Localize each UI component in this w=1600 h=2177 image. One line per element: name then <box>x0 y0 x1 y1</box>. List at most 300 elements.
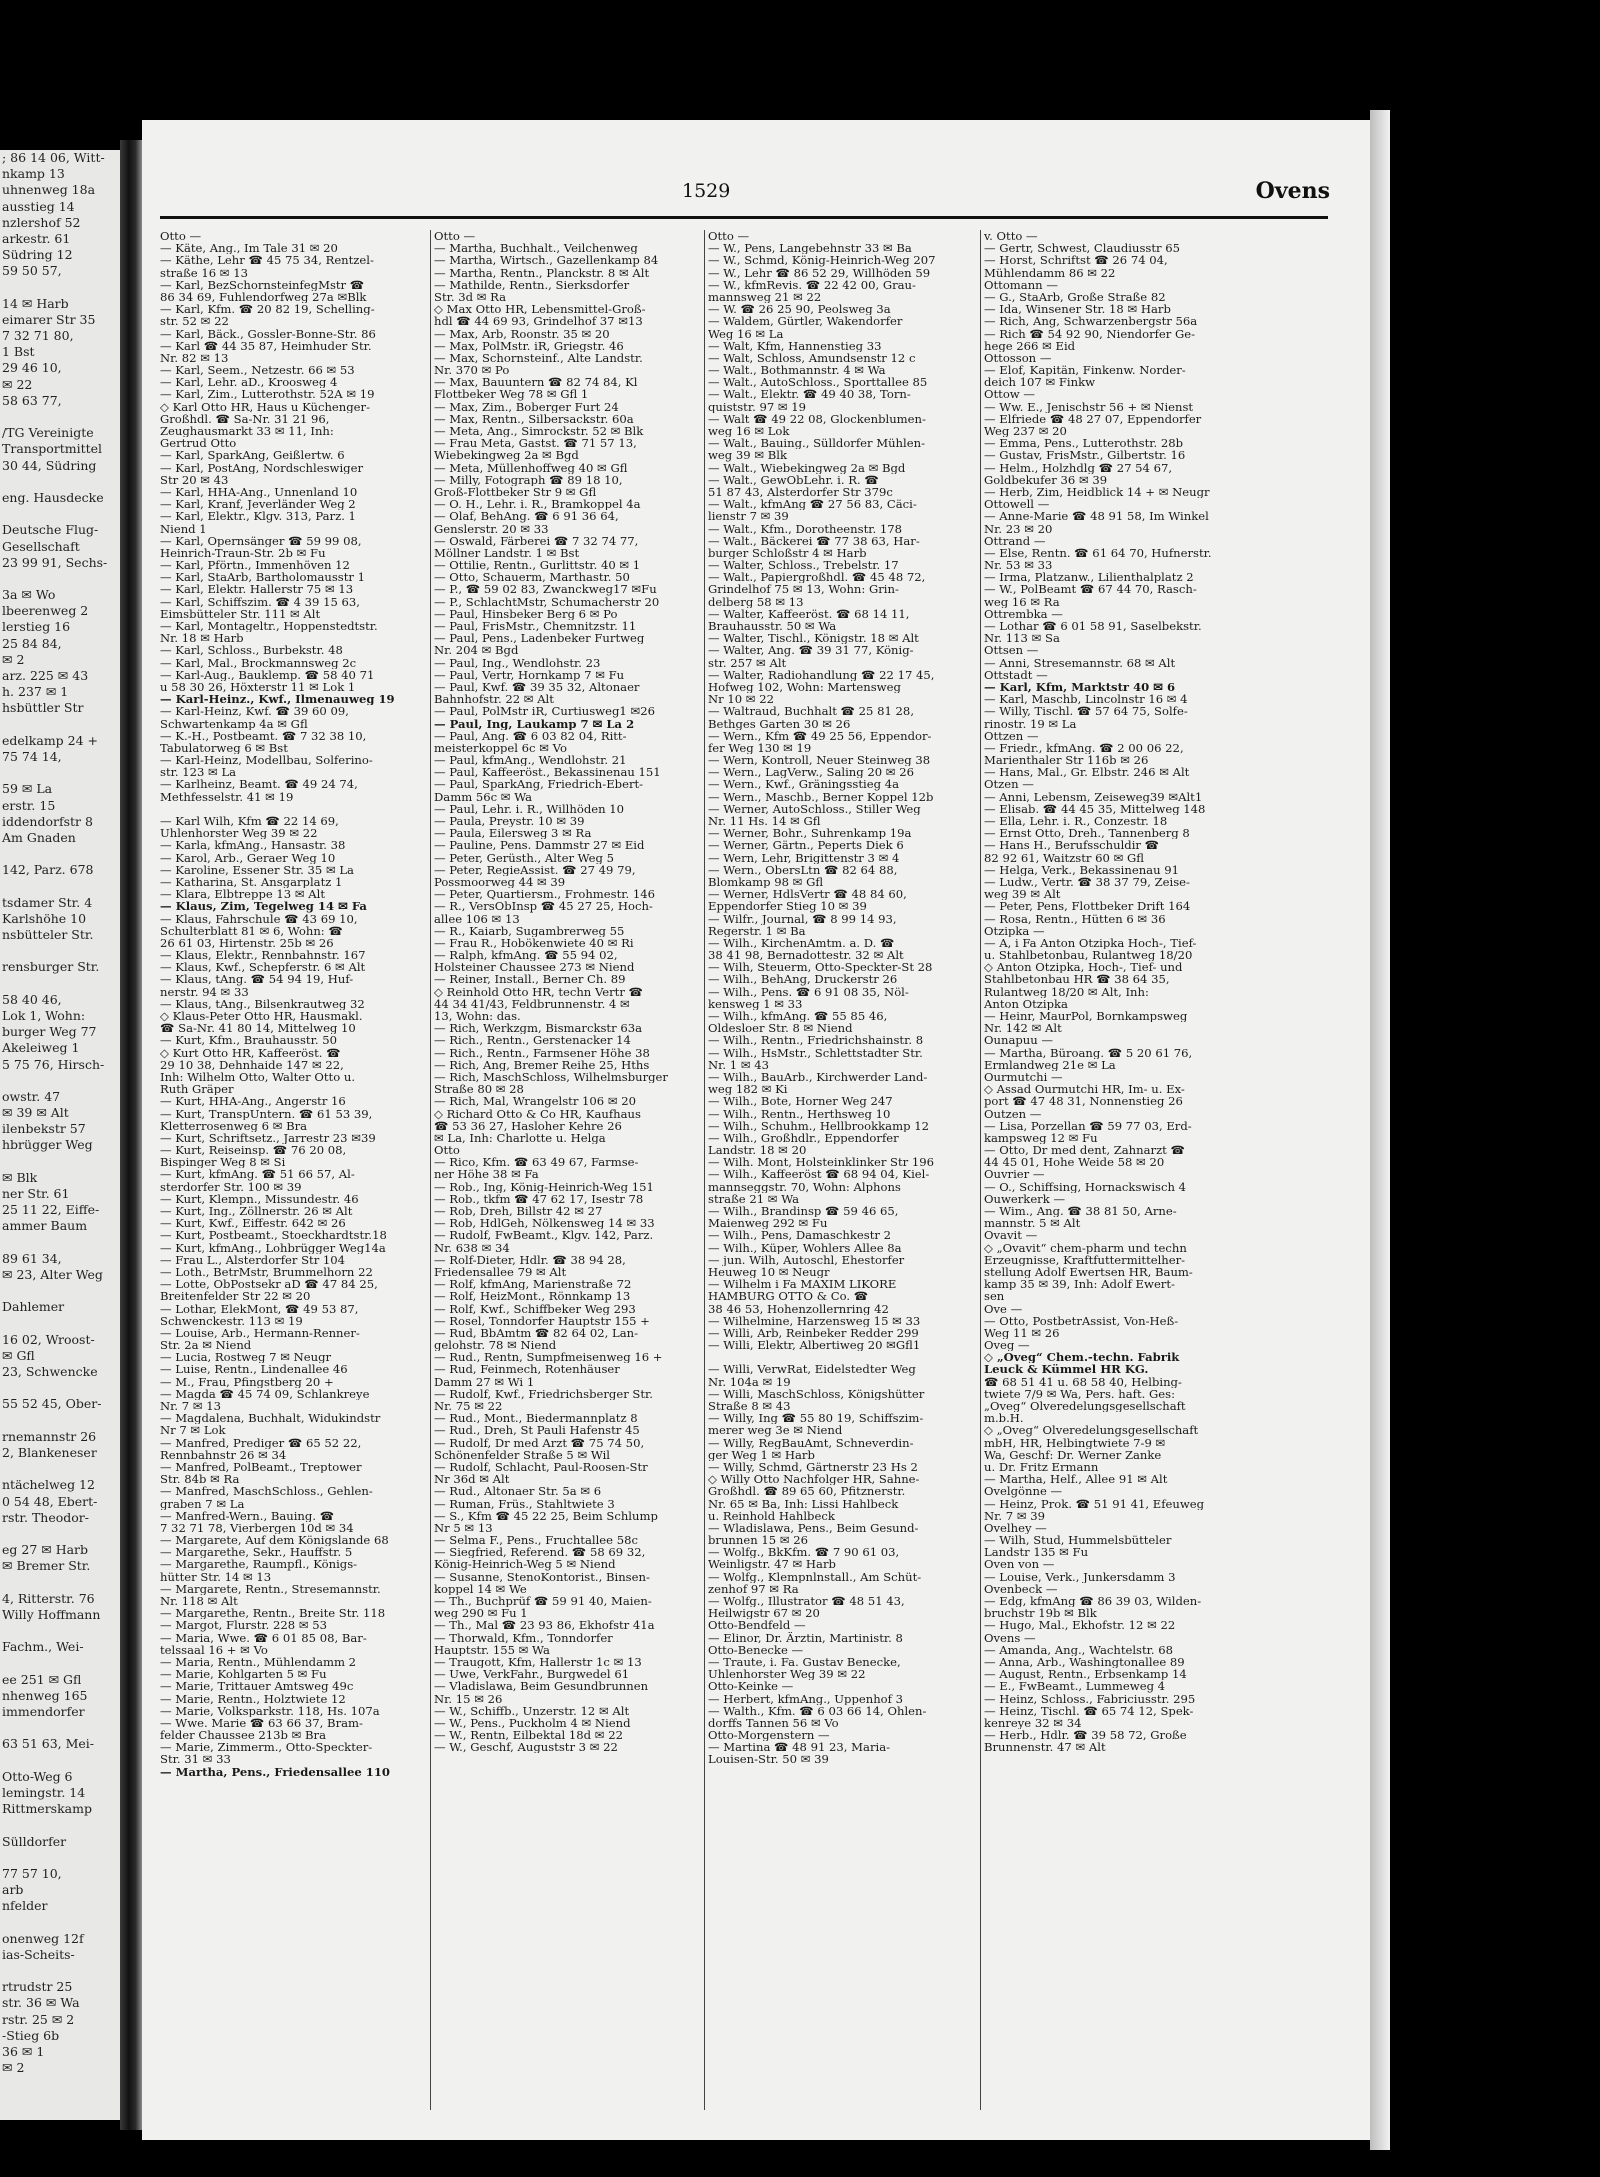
left-page-line: Lok 1, Wohn: <box>2 1007 86 1023</box>
directory-entry-line: — Luise, Rentn., Lindenallee 46 <box>160 1363 348 1376</box>
directory-entry-line: — Karl, PostAng, Nordschleswiger <box>160 461 363 474</box>
directory-entry-line: — Ludw., Vertr. ☎ 38 37 79, Zeise- <box>984 875 1190 889</box>
directory-entry-line: — Walter, Tischl., Königstr. 18 ✉ Alt <box>708 632 919 645</box>
directory-entry-line: — Lotte, ObPostsekr aD ☎ 47 84 25, <box>160 1278 378 1291</box>
column-1 <box>160 230 430 2110</box>
directory-entry-line: Str. 84b ✉ Ra <box>160 1473 240 1486</box>
directory-entry-line: — Rudolf, FwBeamt., Klgv. 142, Parz. <box>434 1229 654 1242</box>
directory-entry-line: — Klara, Elbtreppe 13 ✉ Alt <box>160 888 326 901</box>
directory-entry-line: Ottstadt — <box>984 668 1048 681</box>
directory-entry-line: — Ida, Winsener Str. 18 ✉ Harb <box>984 303 1171 316</box>
directory-entry-line: — Käte, Ang., Im Tale 31 ✉ 20 <box>160 242 338 255</box>
directory-entry-line: — Marie, Rentn., Holztwiete 12 <box>160 1692 346 1705</box>
left-page-line: edelkamp 24 + <box>2 732 99 748</box>
directory-entry-line: weg 16 ✉ Ra <box>984 595 1060 608</box>
directory-entry-line: — Gertr, Schwest, Claudiusstr 65 <box>984 242 1181 255</box>
directory-entry-line: — Paul, Vertr, Hornkamp 7 ✉ Fu <box>434 668 625 681</box>
directory-entry-line: — Thorwald, Kfm., Tonndorfer <box>434 1631 613 1644</box>
directory-entry-line: ☎ 68 51 41 u. 68 58 40, Helbing- <box>984 1375 1182 1388</box>
directory-entry-line: bruchstr 19b ✉ Blk <box>984 1607 1097 1620</box>
directory-entry-line: — Willi, VerwRat, Eidelstedter Weg <box>708 1363 916 1376</box>
directory-entry-line: — S., Kfm ☎ 45 22 25, Beim Schlump <box>434 1509 658 1522</box>
directory-entry-line: — Rob, HdlGeh, Nölkensweg 14 ✉ 33 <box>434 1217 655 1230</box>
directory-entry-line: — Karl, Zim., Lutterothstr. 52A ✉ 19 <box>160 388 375 401</box>
directory-entry-line: — Ralph, kfmAng. ☎ 55 94 02, <box>434 949 618 962</box>
left-page-line: 75 74 14, <box>2 748 62 764</box>
directory-entry-line: König-Heinrich-Weg 5 ✉ Niend <box>434 1558 616 1571</box>
directory-entry-line: — Margot, Flurstr. 228 ✉ 53 <box>160 1619 328 1632</box>
directory-entry-line: — Kurt, Ing., Zöllnerstr. 26 ✉ Alt <box>160 1205 353 1218</box>
directory-entry-line: — Werner, HdlsVertr ☎ 48 84 60, <box>708 888 907 901</box>
directory-entry-line: — Rud., Mont., Biedermannplatz 8 <box>434 1412 638 1425</box>
directory-entry-line: — Paul, FrisMstr., Chemnitzstr. 11 <box>434 620 637 633</box>
directory-entry-line: — Marie, Zimmerm., Otto-Speckter- <box>160 1741 373 1754</box>
directory-entry-line: Eimsbütteler Str. 111 ✉ Alt <box>160 607 321 620</box>
header-rule <box>160 216 1328 219</box>
directory-entry-line: — Else, Rentn. ☎ 61 64 70, Hufnerstr. <box>984 546 1212 560</box>
directory-entry-line: Bahnhofstr. 22 ✉ Alt <box>434 693 554 706</box>
directory-entry-line: nerstr. 94 ✉ 33 <box>160 985 249 998</box>
directory-entry-line: — Rich., Rentn., Gerstenacker 14 <box>434 1034 631 1047</box>
directory-entry-line: — Margarete, Rentn., Stresemannstr. <box>160 1582 381 1595</box>
directory-entry-line: — Walt., Bothmannstr. 4 ✉ Wa <box>708 364 886 377</box>
left-page-line: Transportmittel <box>2 441 103 457</box>
directory-entry-line: — Kurt, kfmAng., Lohbrügger Weg14a <box>160 1241 386 1254</box>
directory-entry-line: — Kurt, TranspUntern. ☎ 61 53 39, <box>160 1107 373 1120</box>
directory-entry-line: — Wilh., Küper, Wohlers Allee 8a <box>708 1241 902 1254</box>
directory-entry-line: — Helga, Verk., Bekassinenau 91 <box>984 863 1179 876</box>
directory-entry-line: — Wolfg., Illustrator ☎ 48 51 43, <box>708 1595 905 1608</box>
directory-entry-line: — Martha, Büroang. ☎ 5 20 61 76, <box>984 1046 1193 1059</box>
left-page-line: 2, Blankeneser <box>2 1445 97 1460</box>
directory-entry-line: — Vladislawa, Beim Gesundbrunnen <box>434 1680 649 1693</box>
directory-entry-line: meisterkoppel 6c ✉ Vo <box>434 741 567 755</box>
directory-entry-line: Regerstr. 1 ✉ Ba <box>708 924 806 937</box>
left-page-line: 23 99 91, Sechs- <box>2 554 108 570</box>
directory-entry-line: kensweg 1 ✉ 33 <box>708 997 803 1010</box>
directory-entry-line: Brauhausstr. 50 ✉ Wa <box>708 620 837 633</box>
left-page-line <box>0 1413 120 1429</box>
directory-entry-line: quiststr. 97 ✉ 19 <box>708 400 807 413</box>
directory-entry-line: Weg 11 ✉ 26 <box>984 1326 1060 1340</box>
directory-entry-line: Möllner Landstr. 1 ✉ Bst <box>434 546 580 560</box>
directory-entry-line: — Rolf, HeizMont., Rönnkamp 13 <box>434 1290 631 1303</box>
directory-entry-line: — Karl, StaArb, Bartholomausstr 1 <box>160 571 365 584</box>
left-page-line: onenweg 12f <box>2 1930 84 1946</box>
directory-entry-line: — Wilh., Brandinsp ☎ 59 46 65, <box>708 1205 899 1218</box>
left-page-line: Südring 12 <box>2 247 73 263</box>
directory-entry-line: Ruth Gräper <box>160 1083 234 1096</box>
directory-entry-line: Zeughausmarkt 33 ✉ 11, Inh: <box>160 425 334 438</box>
left-page-line: 36 ✉ 1 <box>2 2043 45 2059</box>
left-page-line: ✉ 23, Alter Weg <box>2 1266 103 1282</box>
directory-entry-line: — Kurt, Klempn., Missundestr. 46 <box>160 1192 359 1205</box>
directory-entry-line: — Klaus, Zim, Tegelweg 14 ✉ Fa <box>160 900 367 913</box>
directory-entry-line: — Walter, Schloss., Trebelstr. 17 <box>708 559 899 572</box>
directory-entry-line: — Louise, Verk., Junkersdamm 3 <box>984 1570 1176 1583</box>
directory-entry-line: Bispinger Weg 8 ✉ Si <box>160 1156 286 1169</box>
directory-entry-line: weg 290 ✉ Fu 1 <box>434 1607 528 1620</box>
directory-entry-line: zenhof 97 ✉ Ra <box>708 1582 799 1595</box>
directory-entry-line: — Wolfg., Klempnlnstall., Am Schüt- <box>708 1570 922 1583</box>
directory-entry-line: — Otto, PostbetrAssist, Von-Heß- <box>984 1314 1179 1327</box>
directory-entry-line: Ovens — <box>984 1631 1036 1644</box>
directory-entry-line: — Magdalena, Buchhalt, Widukindstr <box>160 1412 381 1425</box>
directory-entry-line: mannstr. 5 ✉ Alt <box>984 1217 1081 1230</box>
left-page-line: lemingstr. 14 <box>2 1784 86 1800</box>
directory-entry-line: — Elinor, Dr. Ärztin, Martinistr. 8 <box>708 1631 903 1644</box>
directory-entry-line: Otto-Benecke — <box>708 1643 804 1656</box>
directory-entry-line: — Pauline, Pens. Dammstr 27 ✉ Eid <box>434 839 645 852</box>
directory-entry-line: Nr. 65 ✉ Ba, Inh: Lissi Hahlbeck <box>708 1497 899 1510</box>
directory-entry-line: Hauptstr. 155 ✉ Wa <box>434 1643 550 1656</box>
directory-entry-line: Ottrembka — <box>984 607 1063 620</box>
directory-entry-line: Genslerstr. 20 ✉ 33 <box>434 522 549 535</box>
directory-entry-line: — Karl, Kranf, Jeverländer Weg 2 <box>160 498 356 511</box>
directory-entry-line: — Willi, MaschSchloss, Königshütter <box>708 1387 925 1400</box>
directory-entry-line: — Werner, Bohr., Suhrenkamp 19a <box>708 827 912 840</box>
directory-entry-line: ner Höhe 38 ✉ Fa <box>434 1168 539 1181</box>
directory-entry-line: Weinligstr. 47 ✉ Harb <box>708 1558 836 1571</box>
directory-entry-line: — Ruman, Früs., Stahltwiete 3 <box>434 1497 615 1510</box>
directory-entry-line: — Frau R., Hobökenwiete 40 ✉ Ri <box>434 936 634 950</box>
left-page-line: ✉ Blk <box>2 1169 38 1185</box>
directory-entry-line: — Lothar ☎ 6 01 58 91, Saselbekstr. <box>984 620 1202 633</box>
directory-entry-line: — Paul, Ing., Wendlohstr. 23 <box>434 656 601 669</box>
left-page-line <box>0 280 120 296</box>
directory-entry-line: — Karl, Pförtn., Immenhöven 12 <box>160 559 350 572</box>
directory-entry-line: — Karl, Elektr., Klgv. 313, Parz. 1 <box>160 510 356 523</box>
directory-entry-line: Oldesloer Str. 8 ✉ Niend <box>708 1022 853 1035</box>
directory-entry-line: — Manfred, PolBeamt., Treptower <box>160 1460 362 1474</box>
directory-entry-line: — Wilh., KirchenAmtm. a. D. ☎ <box>708 936 895 950</box>
left-page-line: hbrügger Weg <box>2 1137 93 1153</box>
directory-entry-line: hütter Str. 14 ✉ 13 <box>160 1570 272 1583</box>
left-page-line: arz. 225 ✉ 43 <box>2 668 89 683</box>
directory-entry-line: — Karl-Heinz., Kwf., Ilmenauweg 19 <box>160 693 395 706</box>
directory-entry-line: — Rud., Altonaer Str. 5a ✉ 6 <box>434 1485 602 1498</box>
left-page-line: ; 86 14 06, Witt- <box>2 150 105 165</box>
directory-entry-line: — Heinr, MaurPol, Bornkampsweg <box>984 1010 1188 1023</box>
left-page-line: ✉ 2 <box>2 2060 25 2076</box>
directory-entry-line: ✉ La, Inh: Charlotte u. Helga <box>434 1131 606 1145</box>
directory-entry-line: — Wilh., kfmAng. ☎ 55 85 46, <box>708 1010 888 1023</box>
directory-entry-line: — Walt., Kfm., Dorotheenstr. 178 <box>708 522 903 535</box>
directory-entry-line: — Martina ☎ 48 91 23, Maria- <box>708 1741 891 1754</box>
directory-entry-line: — Herb, Zim, Heidblick 14 + ✉ Neugr <box>984 485 1210 499</box>
directory-entry-line: — Elof, Kapitän, Finkenw. Norder- <box>984 364 1186 377</box>
directory-entry-line: — Martha, Pens., Friedensallee 110 <box>160 1765 390 1778</box>
directory-entry-line: Heilwigstr 67 ✉ 20 <box>708 1607 820 1620</box>
directory-entry-line: str. 257 ✉ Alt <box>708 656 787 669</box>
directory-entry-line: — Rosel, Tonndorfer Hauptstr 155 + <box>434 1314 650 1327</box>
column-2 <box>434 230 704 2110</box>
directory-entry-line: — Ww. E., Jenischstr 56 + ✉ Nienst <box>984 400 1194 413</box>
directory-entry-line: — R., Kaiarb, Sugambrerweg 55 <box>434 924 625 937</box>
directory-entry-line: Nr. 7 ✉ 13 <box>160 1400 221 1413</box>
directory-entry-line: — Karl-Heinz, Modellbau, Solferino- <box>160 754 373 767</box>
directory-entry-line: — Wim., Ang. ☎ 38 81 50, Arne- <box>984 1205 1177 1218</box>
directory-entry-line: — Edg, kfmAng ☎ 86 39 03, Wilden- <box>984 1595 1202 1608</box>
left-page-line: 3a ✉ Wo <box>2 587 56 603</box>
directory-entry-line: Possmoorweg 44 ✉ 39 <box>434 875 566 889</box>
directory-entry-line: — Walt., Elektr. ☎ 49 40 38, Torn- <box>708 388 911 401</box>
directory-entry-line: Oveg — <box>984 1339 1030 1352</box>
directory-entry-line: Otto <box>434 1144 460 1157</box>
directory-entry-line: u. Reinhold Hahlbeck <box>708 1509 835 1522</box>
directory-entry-line: Otto-Bendfeld — <box>708 1619 806 1632</box>
directory-entry-line: — Wilhelmine, Harzensweg 15 ✉ 33 <box>708 1314 921 1327</box>
directory-entry-line: Gertrud Otto <box>160 437 237 450</box>
directory-entry-line: „Oveg“ Olveredelungsgesellschaft <box>984 1400 1186 1413</box>
directory-entry-line: — Max, Arb, Roonstr. 35 ✉ 20 <box>434 327 610 340</box>
directory-entry-line: Outzen — <box>984 1107 1042 1120</box>
directory-entry-line: Nr. 1 ✉ 43 <box>708 1058 769 1071</box>
directory-entry-line: Louisen-Str. 50 ✉ 39 <box>708 1753 829 1766</box>
directory-entry-line: Ottow — <box>984 388 1036 401</box>
left-page-line: 29 46 10, <box>2 360 62 376</box>
directory-entry-line: — Rolf-Dieter, Hdlr. ☎ 38 94 28, <box>434 1253 626 1266</box>
directory-entry-line: Flottbeker Weg 78 ✉ Gfl 1 <box>434 388 589 401</box>
directory-entry-line: — Walt., AutoSchloss., Sporttallee 85 <box>708 376 928 389</box>
directory-entry-line: — Frau Meta, Gastst. ☎ 71 57 13, <box>434 437 637 450</box>
left-page-line: 25 84 84, <box>2 635 62 651</box>
directory-entry-line: — Wilh, Stud, Hummelsbütteler <box>984 1534 1172 1547</box>
directory-entry-line: — Waltraud, Buchhalt ☎ 25 81 28, <box>708 705 914 718</box>
directory-entry-line: straße 16 ✉ 13 <box>160 266 248 279</box>
directory-entry-line: 7 32 71 78, Vierbergen 10d ✉ 34 <box>160 1521 354 1535</box>
directory-entry-line: — Rolf, kfmAng, Marienstraße 72 <box>434 1278 632 1291</box>
directory-entry-line: 82 92 61, Waitzstr 60 ✉ Gfl <box>984 851 1144 864</box>
left-page-line <box>0 1154 120 1170</box>
directory-entry-line: — Friedr., kfmAng. ☎ 2 00 06 22, <box>984 741 1184 755</box>
directory-entry-line: ◇ Kurt Otto HR, Kaffeeröst. ☎ <box>160 1046 341 1059</box>
directory-entry-line: — Ella, Lehr. i. R., Conzestr. 18 <box>984 815 1168 828</box>
directory-entry-line: delberg 58 ✉ 13 <box>708 595 804 608</box>
directory-entry-line: Nr. 370 ✉ Po <box>434 364 510 377</box>
directory-entry-line: Maienweg 292 ✉ Fu <box>708 1217 828 1230</box>
left-page-line: rstr. Theodor- <box>2 1509 89 1525</box>
directory-entry-line: — Oswald, Färberei ☎ 7 32 74 77, <box>434 534 639 547</box>
directory-entry-line: ◇ Anton Otzipka, Hoch-, Tief- und <box>984 961 1183 974</box>
left-page-line: iddendorfstr 8 <box>2 813 93 829</box>
directory-entry-line: — Klaus, Fahrschule ☎ 43 69 10, <box>160 912 358 925</box>
left-page-line: ee 251 ✉ Gfl <box>2 1671 82 1687</box>
directory-entry-line: — W. ☎ 26 25 90, Peolsweg 3a <box>708 303 891 316</box>
left-page-line: 77 57 10, <box>2 1865 62 1881</box>
directory-entry-line: Ovelhey — <box>984 1521 1047 1535</box>
directory-entry-line: Breitenfelder Str 22 ✉ 20 <box>160 1290 311 1303</box>
left-page-line: 58 40 46, <box>2 991 62 1007</box>
directory-entry-line: Nr 7 ✉ Lok <box>160 1424 226 1437</box>
left-page-line: Otto-Weg 6 <box>2 1768 73 1784</box>
left-page-line <box>0 571 120 587</box>
left-page-line: ✉ 39 ✉ Alt <box>2 1105 69 1121</box>
directory-entry-line: — Paul, Ang. ☎ 6 03 82 04, Ritt- <box>434 729 627 742</box>
directory-entry-line: — Karl-Heinz, Kwf. ☎ 39 60 09, <box>160 705 349 718</box>
directory-entry-line: — Meta, Ang., Simrockstr. 52 ✉ Blk <box>434 425 644 438</box>
directory-entry-line: Ottzen — <box>984 729 1039 742</box>
directory-entry-line: — Rud, Feinmech, Rotenhäuser <box>434 1363 620 1376</box>
directory-entry-line: — Wilh., Rentn., Friedrichshainstr. 8 <box>708 1034 924 1047</box>
left-page-line: 0 54 48, Ebert- <box>2 1493 98 1509</box>
directory-entry-line: Otzen — <box>984 778 1034 791</box>
directory-entry-line: — Wern., LagVerw., Saling 20 ✉ 26 <box>708 766 914 779</box>
left-page-line: immendorfer <box>2 1704 85 1719</box>
left-page-line <box>0 1753 120 1769</box>
left-page-line <box>0 1914 120 1930</box>
directory-entry-line: ◇ „Oveg“ Olveredelungsgesellschaft <box>984 1424 1199 1437</box>
directory-entry-line: Nr 10 ✉ 22 <box>708 693 774 706</box>
directory-entry-line: u. Dr. Fritz Ermann <box>984 1460 1099 1474</box>
directory-entry-line: Otto — <box>160 230 202 243</box>
directory-entry-line: — P., ☎ 59 02 83, Zwanckweg17 ✉Fu <box>434 583 657 596</box>
directory-entry-line: Ourmutchi — <box>984 1070 1063 1084</box>
directory-entry-line: Ottsen — <box>984 644 1039 657</box>
directory-entry-line: Bethges Garten 30 ✉ 26 <box>708 717 851 730</box>
directory-entry-line: — Karla, kfmAng., Hansastr. 38 <box>160 839 346 852</box>
directory-entry-line: Mühlendamm 86 ✉ 22 <box>984 266 1116 279</box>
directory-entry-line: — Wilh., HsMstr., Schlettstadter Str. <box>708 1046 923 1059</box>
directory-entry-line: — W., PolBeamt ☎ 67 44 70, Rasch- <box>984 583 1197 596</box>
directory-entry-line: — Wern, Kontroll, Neuer Steinweg 38 <box>708 754 931 767</box>
left-page-line: nkamp 13 <box>2 166 65 182</box>
directory-entry-line: — Werner, Gärtn., Peperts Diek 6 <box>708 839 904 852</box>
directory-entry-line: Nr. 11 Hs. 14 ✉ Gfl <box>708 815 821 828</box>
left-page-line: ausstieg 14 <box>2 198 75 214</box>
directory-entry-line: weg 16 ✉ Lok <box>708 425 790 438</box>
directory-entry-line: port ☎ 47 48 31, Nonnenstieg 26 <box>984 1095 1183 1108</box>
directory-entry-line: ☎ Sa-Nr. 41 80 14, Mittelweg 10 <box>160 1022 356 1035</box>
left-page-line <box>0 409 120 425</box>
directory-entry-line: — August, Rentn., Erbsenkamp 14 <box>984 1668 1187 1681</box>
left-page-line <box>0 1526 120 1542</box>
column-divider <box>704 230 705 2110</box>
left-page-line: lerstieg 16 <box>2 619 71 635</box>
left-page-line: nfelder <box>2 1898 48 1914</box>
left-page-line <box>0 1850 120 1866</box>
directory-entry-line: — Heinz, Tischl. ☎ 65 74 12, Spek- <box>984 1704 1194 1717</box>
left-page-line <box>0 1235 120 1251</box>
directory-entry-line: — Walter, Kaffeeröst. ☎ 68 14 11, <box>708 607 910 620</box>
directory-entry-line: — Manfred-Wern., Bauing. ☎ <box>160 1509 335 1522</box>
directory-entry-line: — Max, Schornsteinf., Alte Landstr. <box>434 351 643 365</box>
directory-entry-line: 13, Wohn: das. <box>434 1010 521 1023</box>
directory-entry-line: Eppendorfer Stieg 10 ✉ 39 <box>708 900 867 913</box>
directory-entry-line: — Siegfried, Referend. ☎ 58 69 32, <box>434 1546 646 1559</box>
directory-entry-line: ger Weg 1 ✉ Harb <box>708 1448 815 1461</box>
directory-entry-line: Ounapuu — <box>984 1034 1053 1047</box>
left-page-line: Akeleiweg 1 <box>2 1040 80 1056</box>
directory-entry-line: Rennbahnstr 26 ✉ 34 <box>160 1448 287 1461</box>
directory-entry-line: Heinrich-Traun-Str. 2b ✉ Fu <box>160 546 326 560</box>
directory-entry-line: Otto — <box>708 230 750 243</box>
directory-entry-line: — Wilh., Pens, Damaschkestr 2 <box>708 1229 891 1242</box>
directory-entry-line: — Traute, i. Fa. Gustav Benecke, <box>708 1655 901 1669</box>
directory-entry-line: u. Stahlbetonbau, Rulantweg 18/20 <box>984 949 1193 962</box>
directory-page <box>142 120 1370 2140</box>
left-page-line: uhnenweg 18a <box>2 182 96 198</box>
directory-entry-line: — Rich ☎ 54 92 90, Niendorfer Ge- <box>984 327 1196 340</box>
directory-entry-line: — Rud, BbAmtm ☎ 82 64 02, Lan- <box>434 1326 639 1340</box>
directory-entry-line: Str. 2a ✉ Niend <box>160 1339 252 1352</box>
directory-entry-line: Schwenckestr. 113 ✉ 19 <box>160 1314 303 1327</box>
directory-entry-line: — Elfriede ☎ 48 27 07, Eppendorfer <box>984 412 1202 425</box>
directory-entry-line: — Hugo, Mal., Ekhofstr. 12 ✉ 22 <box>984 1619 1176 1632</box>
directory-entry-line: — Ottilie, Rentn., Gurlittstr. 40 ✉ 1 <box>434 559 641 572</box>
running-head: Ovens <box>1255 178 1330 204</box>
directory-entry-line: — Heinz, Schloss., Fabriciusstr. 295 <box>984 1692 1196 1705</box>
directory-entry-line: Nr. 113 ✉ Sa <box>984 632 1060 645</box>
column-divider <box>980 230 981 2110</box>
directory-entry-line: — Peter, Pens, Flottbeker Drift 164 <box>984 900 1191 913</box>
left-page-line: 23, Schwencke <box>2 1364 98 1380</box>
directory-entry-line: Schwartenkamp 4a ✉ Gfl <box>160 717 308 730</box>
directory-entry-line: Nr 5 ✉ 13 <box>434 1521 493 1535</box>
directory-entry-line: — Wilhelm i Fa MAXIM LIKORE <box>708 1278 897 1291</box>
left-page-line: 89 61 34, <box>2 1250 62 1266</box>
left-page-line <box>0 1963 120 1979</box>
directory-entry-line: — Maria, Wwe. ☎ 6 01 85 08, Bar- <box>160 1631 367 1644</box>
directory-entry-line: Wa, Geschf: Dr. Werner Zanke <box>984 1448 1162 1461</box>
directory-entry-line: — Manfred, MaschSchloss., Gehlen- <box>160 1485 373 1498</box>
directory-entry-line: Schönenfelder Straße 5 ✉ Wil <box>434 1448 610 1461</box>
directory-entry-line: — W., Schiffb., Unzerstr. 12 ✉ Alt <box>434 1704 630 1717</box>
directory-entry-line: fer Weg 130 ✉ 19 <box>708 741 812 755</box>
left-page-line: Fachm., Wei- <box>2 1639 84 1655</box>
directory-entry-line: — Walt., Wiebekingweg 2a ✉ Bgd <box>708 461 906 474</box>
directory-entry-line: ◇ Klaus-Peter Otto HR, Hausmakl. <box>160 1010 363 1023</box>
directory-entry-line: — K.-H., Postbeamt. ☎ 7 32 38 10, <box>160 729 367 742</box>
directory-entry-line: Grindelhof 75 ✉ 13, Wohn: Grin- <box>708 583 899 596</box>
directory-entry-line: HAMBURG OTTO & Co. ☎ <box>708 1290 869 1303</box>
directory-entry-line: — Rich, Ang, Schwarzenbergstr 56a <box>984 315 1198 328</box>
directory-entry-line: — Margarethe, Raumpfl., Königs- <box>160 1558 358 1571</box>
directory-entry-line: — Paul, Ing, Laukamp 7 ✉ La 2 <box>434 717 635 730</box>
directory-entry-line: — Käthe, Lehr ☎ 45 75 34, Rentzel- <box>160 254 374 267</box>
directory-entry-line: ☎ 53 36 27, Hasloher Kehre 26 <box>434 1119 622 1132</box>
directory-entry-line: Ovelgönne — <box>984 1485 1063 1498</box>
left-page-line <box>0 765 120 781</box>
directory-entry-line: twiete 7/9 ✉ Wa, Pers. haft. Ges: <box>984 1387 1175 1400</box>
directory-entry-line: Ovenbeck — <box>984 1582 1058 1595</box>
directory-entry-line: — Max, Bauuntern ☎ 82 74 84, Kl <box>434 376 638 389</box>
directory-entry-line: — E., FwBeamt., Lummeweg 4 <box>984 1680 1166 1693</box>
left-page-line: rtrudstr 25 <box>2 1979 73 1995</box>
directory-entry-line: — Karol, Arb., Geraer Weg 10 <box>160 851 336 864</box>
directory-entry-line: — Th., Buchprüf ☎ 59 91 40, Maien- <box>434 1595 652 1608</box>
directory-entry-line: — Herbert, kfmAng., Uppenhof 3 <box>708 1692 904 1705</box>
directory-entry-line: gelohstr. 78 ✉ Niend <box>434 1339 557 1352</box>
directory-entry-line: — Willy, Schmd, Gärtnerstr 23 Hs 2 <box>708 1460 918 1474</box>
directory-entry-line: — Irma, Platzanw., Lilienthalplatz 2 <box>984 571 1194 584</box>
directory-entry-line: Schulterblatt 81 ✉ 6, Wohn: ☎ <box>160 924 343 937</box>
directory-entry-line: deich 107 ✉ Finkw <box>984 376 1096 389</box>
directory-entry-line: — Wilfr., Journal, ☎ 8 99 14 93, <box>708 912 897 925</box>
directory-entry-line: — Paul, PolMstr iR, Curtiusweg1 ✉26 <box>434 705 655 718</box>
directory-entry-line: — Ernst Otto, Dreh., Tannenberg 8 <box>984 827 1190 840</box>
directory-entry-line: — Hans H., Berufsschuldir ☎ <box>984 839 1160 852</box>
directory-entry-line: — Maria, Rentn., Mühlendamm 2 <box>160 1655 357 1669</box>
directory-entry-line: hege 266 ✉ Eid <box>984 339 1076 352</box>
directory-entry-line: Ottowell — <box>984 498 1050 511</box>
directory-entry-line: — Wilh., BehAng, Druckerstr 26 <box>708 973 898 986</box>
directory-entry-line: — Kurt, Schriftsetz., Jarrestr 23 ✉39 <box>160 1131 376 1145</box>
directory-entry-line: — Paul, Kwf. ☎ 39 35 32, Altonaer <box>434 680 640 694</box>
directory-entry-line: — Karl, HHA-Ang., Unnenland 10 <box>160 485 358 499</box>
directory-entry-line: Weg 237 ✉ 20 <box>984 425 1067 438</box>
directory-entry-line: — Willy, RegBauAmt, Schneverdin- <box>708 1436 914 1449</box>
